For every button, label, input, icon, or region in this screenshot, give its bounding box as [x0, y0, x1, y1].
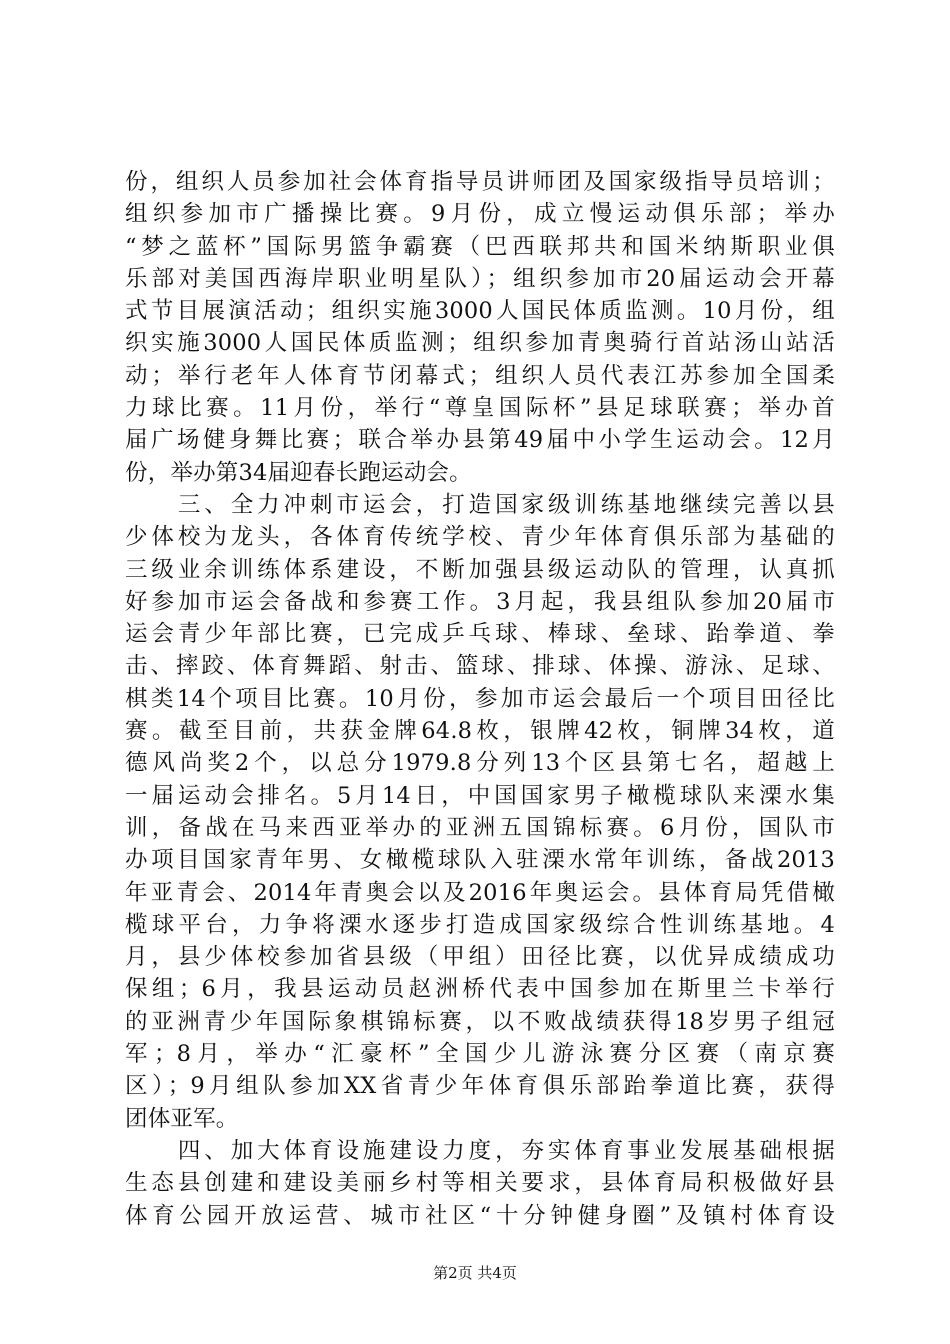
text-line: 军；8月，举办“汇豪杯”全国少儿游泳赛分区赛（南京赛 — [125, 1041, 835, 1068]
text-line: 生态县创建和建设美丽乡村等相关要求，县体育局积极做好县 — [125, 1170, 835, 1197]
text-line: 少体校为龙头，各体育传统学校、青少年体育俱乐部为基础的 — [125, 524, 835, 551]
text-line: 好参加市运会备战和参赛工作。3月起，我县组队参加20届市 — [125, 588, 835, 615]
text-line: 体育公园开放运营、城市社区“十分钟健身圈”及镇村体育设 — [125, 1202, 835, 1229]
text-line: 织实施3000人国民体质监测；组织参加青奥骑行首站汤山站活 — [125, 330, 835, 357]
text-line: 乐部对美国西海岸职业明星队）；组织参加市20届运动会开幕 — [125, 265, 835, 292]
text-line: 团体亚军。 — [125, 1105, 239, 1132]
text-line: 式节目展演活动；组织实施3000人国民体质监测。10月份，组 — [125, 298, 835, 325]
text-line: 一届运动会排名。5月14日，中国国家男子橄榄球队来溧水集 — [125, 782, 835, 809]
text-line: 训，备战在马来西亚举办的亚洲五国锦标赛。6月份，国队市 — [125, 814, 835, 841]
text-line: 组织参加市广播操比赛。9月份，成立慢运动俱乐部；举办 — [125, 201, 835, 228]
text-line: 运会青少年部比赛，已完成乒乓球、棒球、垒球、跆拳道、拳 — [125, 621, 835, 648]
text-line: 份，组织人员参加社会体育指导员讲师团及国家级指导员培训； — [125, 169, 835, 195]
text-line: 保组；6月，我县运动员赵洲桥代表中国参加在斯里兰卡举行 — [125, 976, 835, 1003]
text-line: 三、全力冲刺市运会，打造国家级训练基地继续完善以县 — [125, 491, 835, 518]
text-line: 赛。截至目前，共获金牌64.8枚，银牌42枚，铜牌34枚，道 — [125, 718, 835, 745]
text-line: 年亚青会、2014年青奥会以及2016年奥运会。县体育局凭借橄 — [125, 879, 835, 906]
text-line: 四、加大体育设施建设力度，夯实体育事业发展基础根据 — [125, 1137, 835, 1164]
text-line: 月，县少体校参加省县级（甲组）田径比赛，以优异成绩成功 — [125, 944, 835, 971]
text-line: 份，举办第34届迎春长跑运动会。 — [125, 459, 472, 486]
text-line: 棋类14个项目比赛。10月份，参加市运会最后一个项目田径比 — [125, 685, 835, 712]
text-line: 的亚洲青少年国际象棋锦标赛，以不败战绩获得18岁男子组冠 — [125, 1008, 835, 1035]
text-line: 力球比赛。11月份，举行“尊皇国际杯”县足球联赛；举办首 — [125, 395, 835, 422]
body-text — [125, 166, 835, 1232]
text-line: 德风尚奖2个，以总分1979.8分列13个区县第七名，超越上 — [125, 750, 835, 777]
page-footer: 第2页 共4页 — [433, 1264, 517, 1282]
text-line: 区）；9月组队参加XX省青少年体育俱乐部跆拳道比赛，获得 — [125, 1073, 835, 1100]
text-line: “梦之蓝杯”国际男篮争霸赛（巴西联邦共和国米纳斯职业俱 — [125, 233, 835, 260]
text-line: 届广场健身舞比赛；联合举办县第49届中小学生运动会。12月 — [125, 427, 835, 454]
text-line: 三级业余训练体系建设，不断加强县级运动队的管理，认真抓 — [125, 556, 835, 583]
text-line: 办项目国家青年男、女橄榄球队入驻溧水常年训练，备战2013 — [125, 847, 835, 874]
text-line: 榄球平台，力争将溧水逐步打造成国家级综合性训练基地。4 — [125, 911, 835, 938]
text-line: 击、摔跤、体育舞蹈、射击、篮球、排球、体操、游泳、足球、 — [125, 653, 835, 680]
text-line: 动；举行老年人体育节闭幕式；组织人员代表江苏参加全国柔 — [125, 362, 835, 389]
